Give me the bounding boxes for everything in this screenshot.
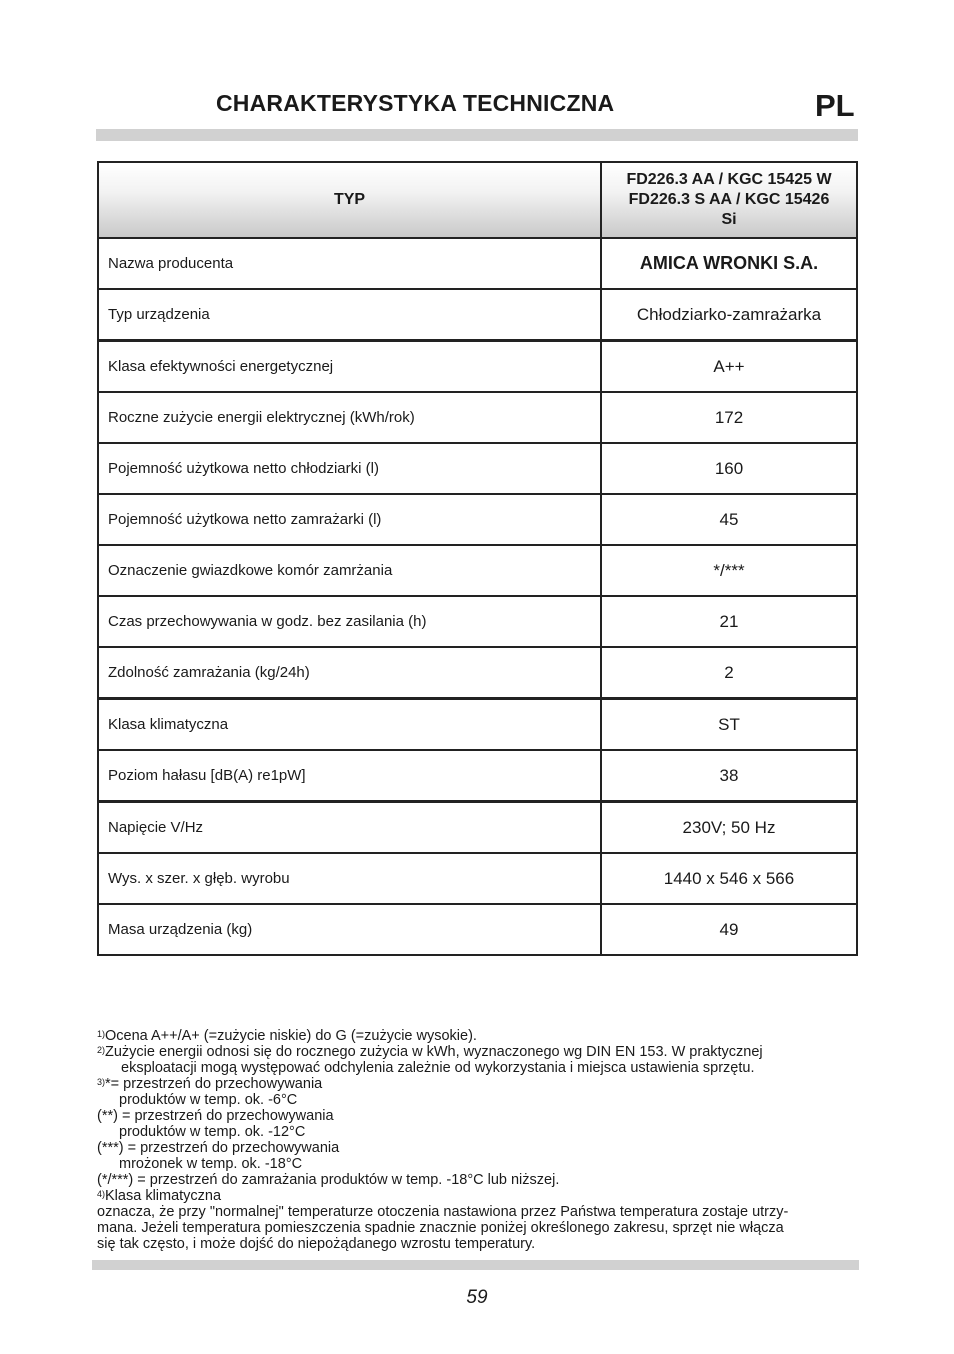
footnote-marker: 3) bbox=[97, 1077, 106, 1087]
row-value: 45 bbox=[601, 494, 857, 545]
table-row bbox=[98, 904, 857, 955]
footer-divider bbox=[92, 1260, 859, 1270]
table-row bbox=[98, 494, 857, 545]
row-value: A++ bbox=[601, 341, 857, 393]
row-label: Roczne zużycie energii elektrycznej (kWh/rok) bbox=[98, 392, 601, 443]
footnote-3-line: (*/***) = przestrzeń do zamrażania produktów w temp. -18°C lub niższej. bbox=[97, 1172, 560, 1188]
footnote-3-line: produktów w temp. ok. -6°C bbox=[119, 1092, 298, 1108]
page-number: 59 bbox=[466, 1287, 488, 1308]
footnote-4 bbox=[97, 1188, 867, 1204]
type-header: TYP bbox=[98, 162, 601, 238]
row-value: AMICA WRONKI S.A. bbox=[601, 238, 857, 289]
language-code: PL bbox=[815, 88, 855, 123]
row-value: 49 bbox=[601, 904, 857, 955]
row-label: Masa urządzenia (kg) bbox=[98, 904, 601, 955]
table-row bbox=[98, 341, 857, 393]
table-row bbox=[98, 853, 857, 904]
row-value: 230V; 50 Hz bbox=[601, 802, 857, 854]
table-row bbox=[98, 238, 857, 289]
table-row bbox=[98, 596, 857, 647]
model-line: FD226.3 S AA / KGC 15426 bbox=[628, 191, 830, 208]
table-row bbox=[98, 392, 857, 443]
row-label: Poziom hałasu [dB(A) re1pW] bbox=[98, 750, 601, 802]
table-row bbox=[98, 699, 857, 751]
model-header bbox=[601, 162, 857, 238]
table-row bbox=[98, 443, 857, 494]
footnote-1 bbox=[97, 1028, 867, 1044]
footnote-text: *= przestrzeń do przechowywania bbox=[105, 1076, 323, 1092]
footnote-marker: 2) bbox=[97, 1045, 106, 1055]
footnote-text: Ocena A++/A+ (=zużycie niskie) do G (=zużycie wysokie). bbox=[105, 1028, 477, 1044]
row-label: Pojemność użytkowa netto zamrażarki (l) bbox=[98, 494, 601, 545]
row-label: Klasa klimatyczna bbox=[98, 699, 601, 751]
footnotes bbox=[97, 1028, 867, 1252]
footnote-marker: 1) bbox=[97, 1029, 106, 1039]
footnote-text: Zużycie energii odnosi się do rocznego zużycia w kWh, wyznaczonego wg DIN EN 153. W praktycznej bbox=[105, 1044, 763, 1060]
row-value: Chłodziarko-zamrażarka bbox=[601, 289, 857, 341]
row-label: Oznaczenie gwiazdkowe komór zamrżania bbox=[98, 545, 601, 596]
table-header-row bbox=[98, 162, 857, 238]
row-value: 172 bbox=[601, 392, 857, 443]
footnote-4-line: mana. Jeżeli temperatura pomieszczenia spadnie znacznie poniżej określonego zakresu, sprzęt nie włącza bbox=[97, 1220, 784, 1236]
row-label: Typ urządzenia bbox=[98, 289, 601, 341]
footnote-3-line: mrożonek w temp. ok. -18°C bbox=[119, 1156, 303, 1172]
footnote-2-continuation: eksploatacji mogą występować odchylenia zależnie od wykorzystania i miejsca ustawienia sprzętu. bbox=[121, 1060, 755, 1076]
footnote-3-line: produktów w temp. ok. -12°C bbox=[119, 1124, 306, 1140]
table-row bbox=[98, 545, 857, 596]
footnote-2 bbox=[97, 1044, 867, 1060]
table-row bbox=[98, 289, 857, 341]
row-value: 2 bbox=[601, 647, 857, 699]
footnote-marker: 4) bbox=[97, 1189, 106, 1199]
row-label: Napięcie V/Hz bbox=[98, 802, 601, 854]
header-divider bbox=[96, 129, 858, 141]
table-row bbox=[98, 802, 857, 854]
row-label: Klasa efektywności energetycznej bbox=[98, 341, 601, 393]
footnote-3-line: (***) = przestrzeń do przechowywania bbox=[97, 1140, 340, 1156]
row-label: Pojemność użytkowa netto chłodziarki (l) bbox=[98, 443, 601, 494]
row-label: Czas przechowywania w godz. bez zasilania (h) bbox=[98, 596, 601, 647]
row-value: 38 bbox=[601, 750, 857, 802]
row-value: 21 bbox=[601, 596, 857, 647]
footnote-3-line: (**) = przestrzeń do przechowywania bbox=[97, 1108, 334, 1124]
footnote-4-line: oznacza, że przy "normalnej" temperaturze otoczenia nastawiona przez Państwa temperatura zostaje utrzy- bbox=[97, 1204, 789, 1220]
row-label: Zdolność zamrażania (kg/24h) bbox=[98, 647, 601, 699]
model-line: Si bbox=[721, 211, 737, 228]
table-row bbox=[98, 750, 857, 802]
page-title: CHARAKTERYSTYKA TECHNICZNA bbox=[216, 90, 615, 116]
row-value: 160 bbox=[601, 443, 857, 494]
row-label: Wys. x szer. x głęb. wyrobu bbox=[98, 853, 601, 904]
row-value: */*** bbox=[601, 545, 857, 596]
row-value: 1440 x 546 x 566 bbox=[601, 853, 857, 904]
footnote-text: Klasa klimatyczna bbox=[105, 1188, 222, 1204]
specification-table bbox=[97, 161, 858, 956]
footnote-4-line: się tak często, i może dojść do niepożądanego wzrostu temperatury. bbox=[97, 1236, 536, 1252]
row-value: ST bbox=[601, 699, 857, 751]
footnote-3 bbox=[97, 1076, 867, 1092]
row-label: Nazwa producenta bbox=[98, 238, 601, 289]
table-row bbox=[98, 647, 857, 699]
model-line: FD226.3 AA / KGC 15425 W bbox=[626, 171, 832, 188]
